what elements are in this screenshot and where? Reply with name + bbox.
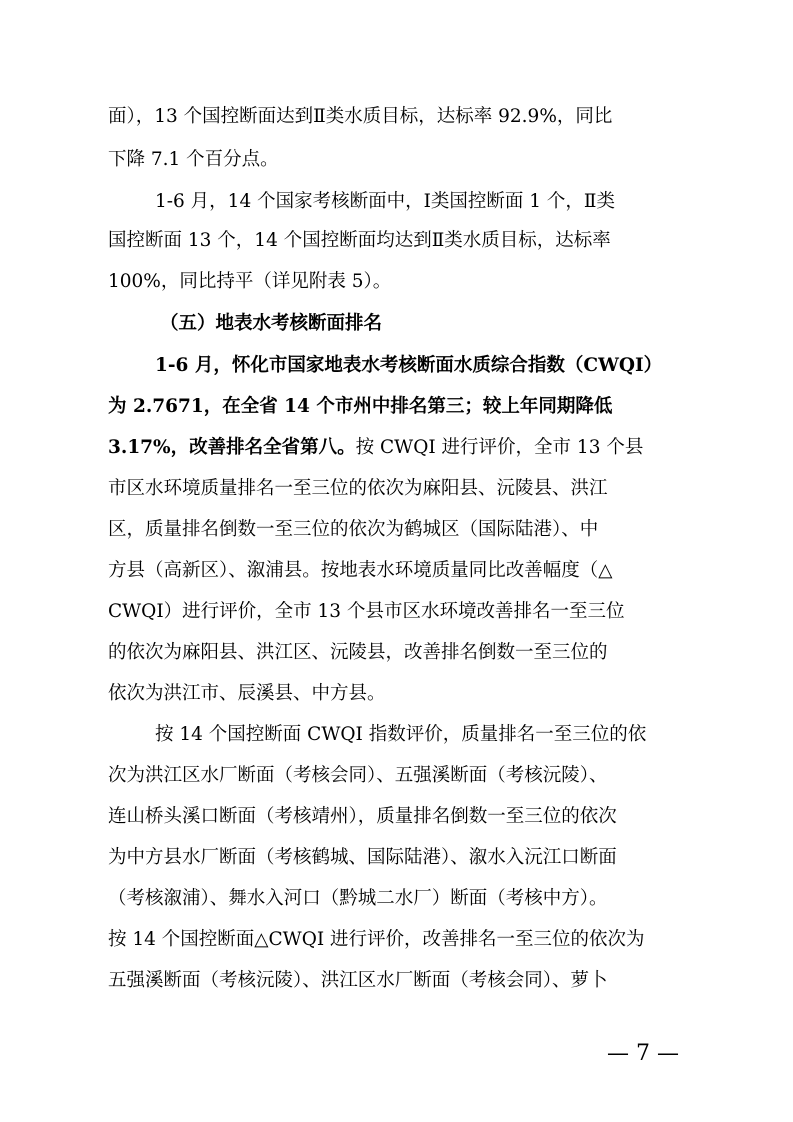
paragraph-line — [108, 393, 688, 423]
paragraph-line — [155, 188, 688, 218]
text-line: CWQI）进行评价，全市 13 个县市区水环境改善排名一至三位 — [108, 601, 625, 622]
text-line: 的依次为麻阳县、洪江区、沅陵县，改善排名倒数一至三位的 — [108, 642, 608, 663]
text-line: 面），13 个国控断面达到Ⅱ类水质目标，达标率 92.9%，同比 — [108, 106, 613, 127]
text-line: 1-6 月，14 个国家考核断面中，Ⅰ类国控断面 1 个，Ⅱ类 — [155, 191, 616, 212]
paragraph-line — [108, 844, 688, 874]
paragraph-line — [108, 762, 688, 792]
bold-lead-text: 3.17%，改善排名全省第八。 — [108, 437, 356, 458]
paragraph-line — [108, 227, 688, 257]
paragraph-line — [108, 268, 688, 298]
heading-text: （五）地表水考核断面排名 — [160, 313, 383, 334]
text-line: 按 CWQI 进行评价，全市 13 个县 — [355, 437, 644, 458]
paragraph-line — [108, 516, 688, 546]
text-line: 五强溪断面（考核沅陵）、洪江区水厂断面（考核会同）、萝卜 — [108, 970, 608, 991]
paragraph-line — [108, 967, 688, 997]
section-heading — [160, 310, 382, 340]
text-line: 方县（高新区）、溆浦县。按地表水环境质量同比改善幅度（△ — [108, 560, 613, 581]
text-line: 按 14 个国控断面△CWQI 进行评价，改善排名一至三位的依次为 — [108, 929, 645, 950]
paragraph-line — [155, 352, 688, 382]
text-line: 依次为洪江市、辰溪县、中方县。 — [108, 683, 386, 704]
text-line: 国控断面 13 个，14 个国控断面均达到Ⅱ类水质目标，达标率 — [108, 230, 611, 251]
paragraph-line — [108, 475, 688, 505]
text-line: 1-6 月，怀化市国家地表水考核断面水质综合指数（CWQI） — [155, 355, 663, 376]
text-line: 为中方县水厂断面（考核鹤城、国际陆港）、溆水入沅江口断面 — [108, 847, 617, 868]
paragraph-line — [108, 598, 688, 628]
text-line: 100%，同比持平（详见附表 5）。 — [108, 271, 392, 292]
paragraph-line — [108, 885, 688, 915]
paragraph-line — [108, 926, 688, 956]
text-line: 连山桥头溪口断面（考核靖州），质量排名倒数一至三位的依次 — [108, 806, 617, 827]
page-number: — 7 — — [607, 1041, 679, 1066]
text-line: 下降 7.1 个百分点。 — [108, 149, 279, 170]
paragraph-line — [108, 103, 688, 133]
text-line: 区，质量排名倒数一至三位的依次为鹤城区（国际陆港）、中 — [108, 519, 599, 540]
paragraph-line — [108, 434, 688, 464]
text-line: 市区水环境质量排名一至三位的依次为麻阳县、沅陵县、洪江 — [108, 478, 608, 499]
text-line: 按 14 个国控断面 CWQI 指数评价，质量排名一至三位的依 — [155, 724, 647, 745]
paragraph-line — [108, 803, 688, 833]
paragraph-line — [108, 146, 688, 176]
text-line: （考核溆浦）、舞水入河口（黔城二水厂）断面（考核中方）。 — [108, 888, 608, 909]
paragraph-line — [108, 557, 688, 587]
paragraph-line — [108, 680, 688, 710]
text-line: 次为洪江区水厂断面（考核会同）、五强溪断面（考核沅陵）、 — [108, 765, 608, 786]
paragraph-line — [108, 639, 688, 669]
text-line: 为 2.7671，在全省 14 个市州中排名第三；较上年同期降低 — [108, 396, 613, 417]
paragraph-line — [155, 721, 688, 751]
